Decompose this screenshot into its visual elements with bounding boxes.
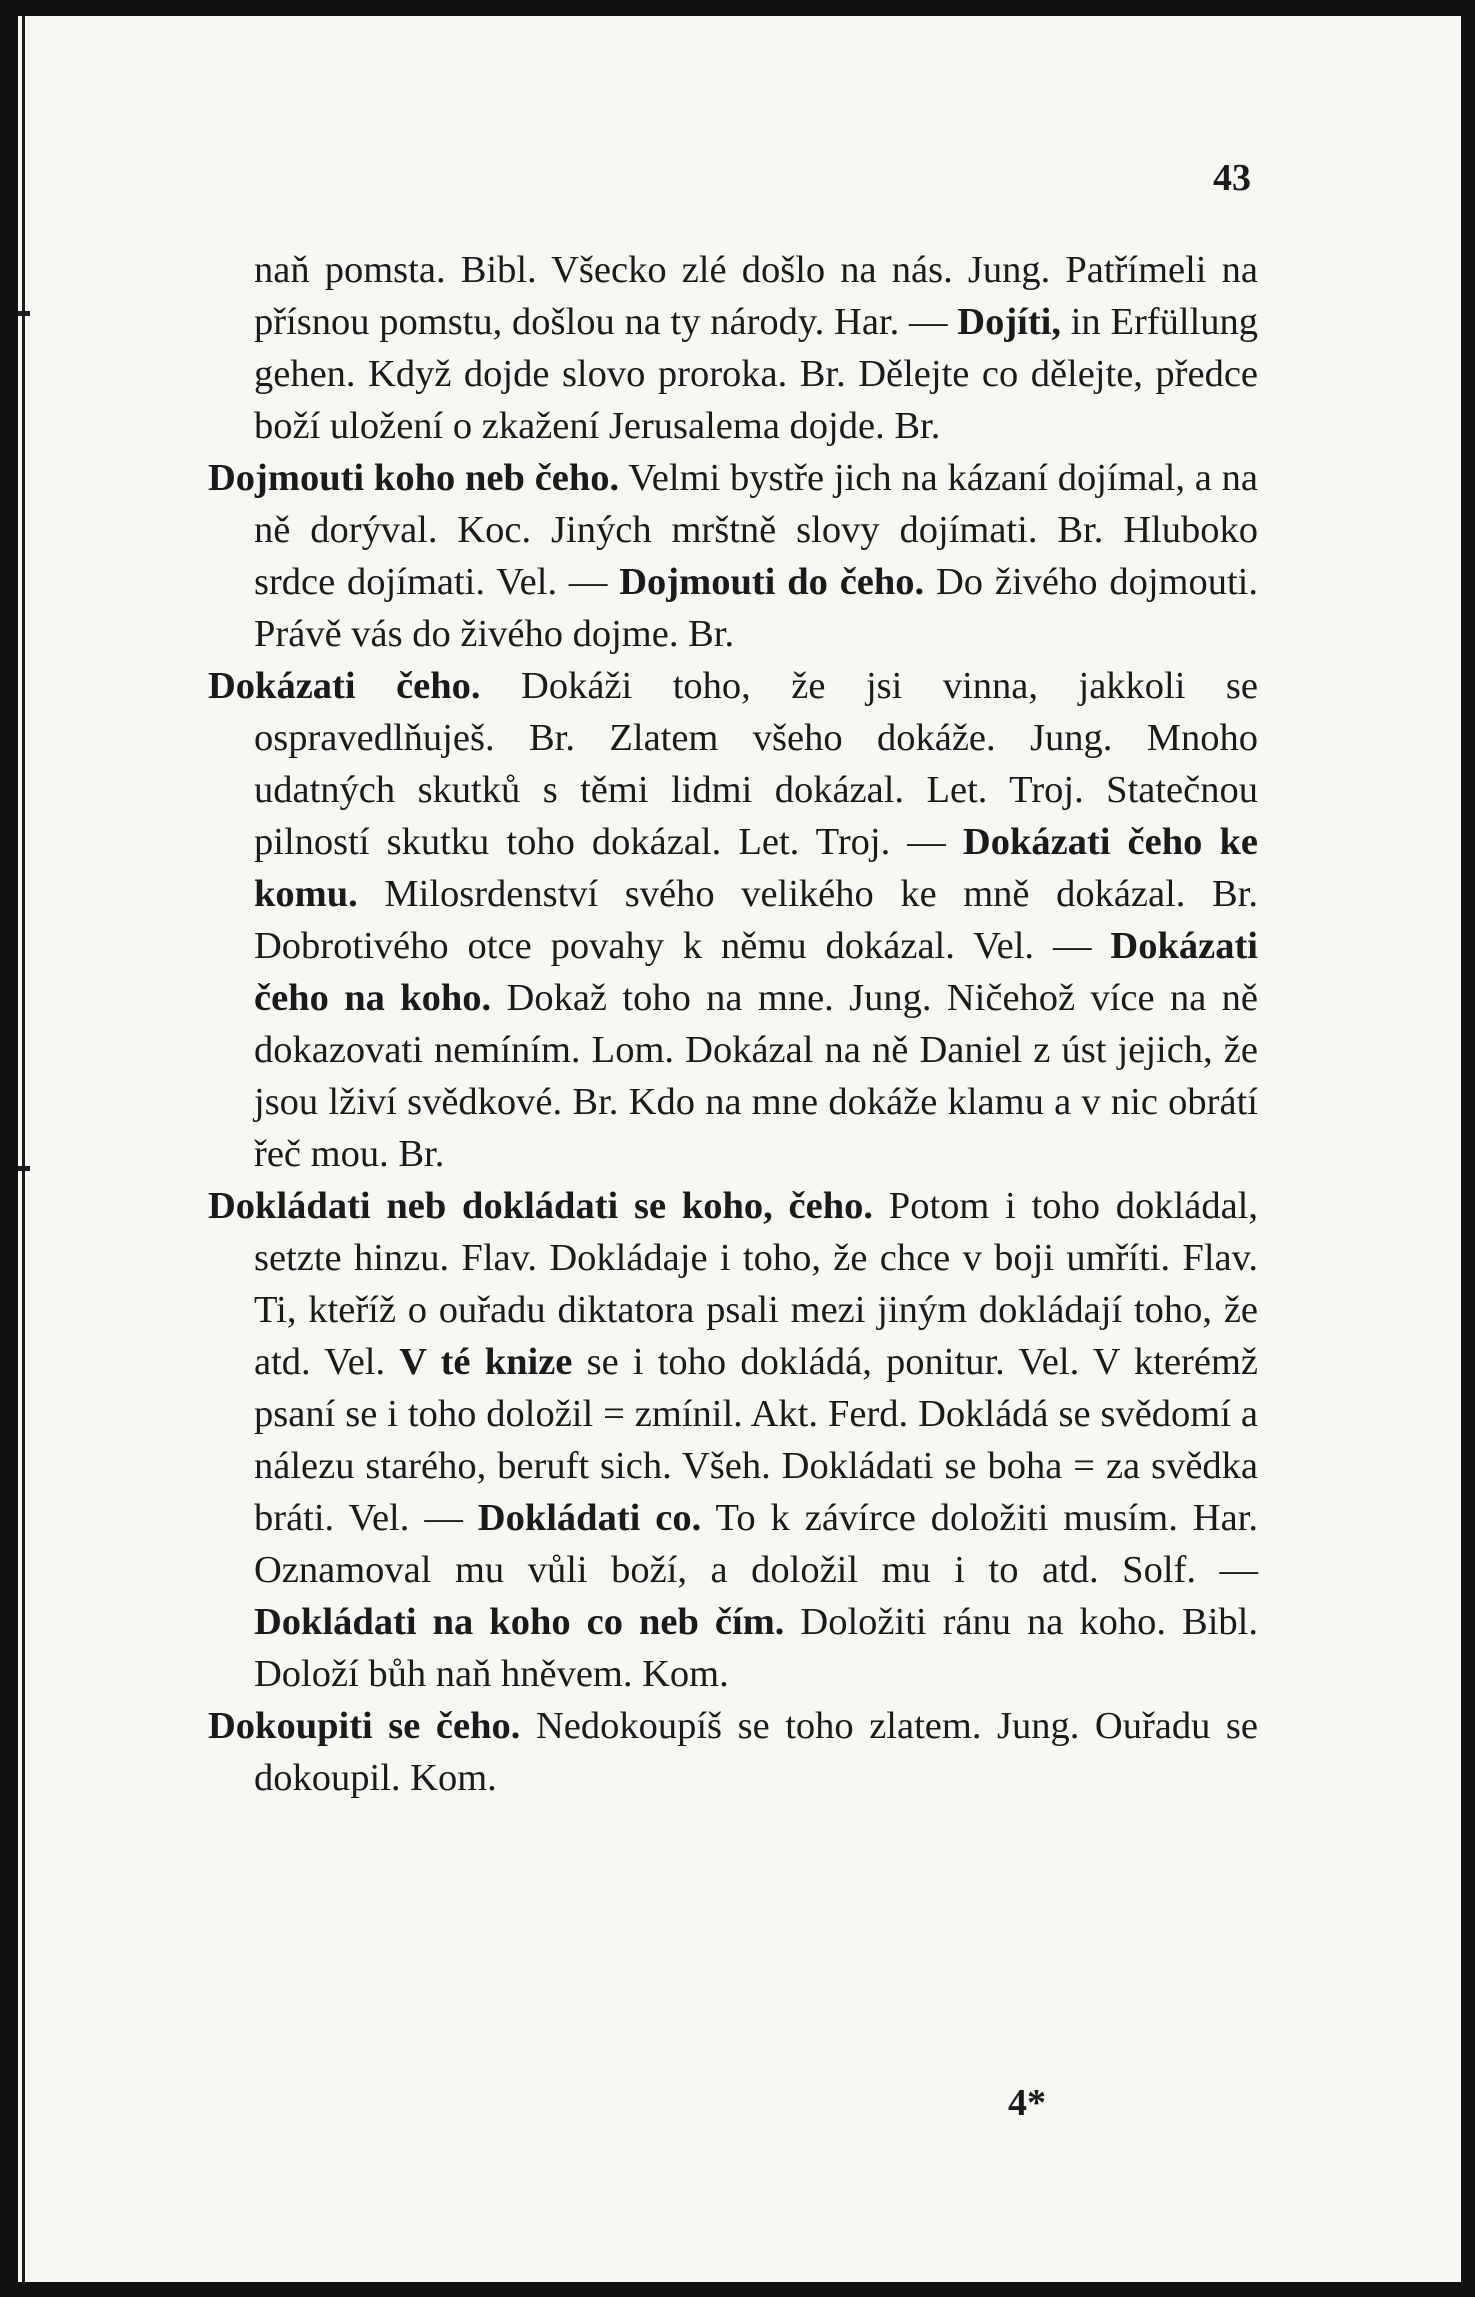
- text-run: in Erfüllung gehen. Když dojde slovo proroka. Br. Dělejte co dělejte, předce boží uložení o zkažení Jerusalema dojde. Br.: [254, 301, 1258, 447]
- entry-dokoupiti: [208, 1700, 1258, 1804]
- book-page: [18, 16, 1461, 2282]
- headword: Dojíti,: [957, 301, 1061, 343]
- entry-dokazati: [208, 660, 1258, 1180]
- paragraph-continuation: [208, 244, 1258, 452]
- text-run: To k závírce doložiti musím. Har. Oznamoval mu vůli boží, a doložil mu i to atd. Solf. —: [254, 1497, 1258, 1591]
- text-run: Dokáži toho, že jsi vinna, jakkoli se ospravedlňuješ. Br. Zlatem všeho dokáže. Jung. Mnoho udatných skutků s těmi lidmi dokázal. Let. Troj. Statečnou pilností skutku toho dokázal. Let. Troj. —: [254, 665, 1258, 863]
- signature-mark: 4*: [1008, 2082, 1046, 2124]
- headword: Dokládati neb dokládati se koho, čeho.: [208, 1185, 874, 1227]
- binding-edge-mark: [18, 1166, 30, 1171]
- text-run: Dokaž toho na mne. Jung. Ničehož více na ně dokazovati nemíním. Lom. Dokázal na ně Daniel z úst jejich, že jsou lživí svědkové. Br. Kdo na mne dokáže klamu a v nic obrátí řeč mou. Br.: [254, 977, 1258, 1175]
- page-number: 43: [1213, 157, 1251, 199]
- text-run: naň pomsta. Bibl. Všecko zlé došlo na nás. Jung. Patřímeli na přísnou pomstu, došlou na ty národy. Har. —: [254, 249, 1258, 343]
- text-run: Nedokoupíš se toho zlatem. Jung. Ouřadu se dokoupil. Kom.: [254, 1705, 1258, 1799]
- headword: Dokládati co.: [477, 1497, 702, 1539]
- text-run: Velmi bystře jich na kázaní dojímal, a na ně dorýval. Koc. Jiných mrštně slovy dojímati. Br. Hluboko srdce dojímati. Vel. —: [254, 457, 1258, 603]
- dictionary-text-body: [208, 244, 1258, 1804]
- headword: Dokázati čeho.: [208, 665, 481, 707]
- headword: Dokázati čeho ke komu.: [254, 821, 1258, 915]
- binding-edge-mark: [18, 311, 30, 316]
- entry-dojmouti: [208, 452, 1258, 660]
- text-run: Do živého dojmouti. Právě vás do živého dojme. Br.: [254, 561, 1258, 655]
- headword: Dokázati čeho na koho.: [254, 925, 1258, 1019]
- headword: Dokládati na koho co neb čím.: [254, 1601, 785, 1643]
- text-run: Milosrdenství svého velikého ke mně dokázal. Br. Dobrotivého otce povahy k němu dokázal. Vel. —: [254, 873, 1258, 967]
- headword: Dojmouti koho neb čeho.: [208, 457, 620, 499]
- entry-dokladati: [208, 1180, 1258, 1700]
- text-run: se i toho dokládá, ponitur. Vel. V kterémž psaní se i toho doložil = zmínil. Akt. Ferd. Dokládá se svědomí a nálezu starého, beruft sich. Všeh. Dokládati se boha = za svědka bráti. Vel. —: [254, 1341, 1258, 1539]
- headword: Dojmouti do čeho.: [619, 561, 925, 603]
- headword: V té knize: [399, 1341, 573, 1383]
- binding-edge-line: [22, 16, 25, 2282]
- text-run: Doložiti ránu na koho. Bibl. Doloží bůh naň hněvem. Kom.: [254, 1601, 1258, 1695]
- text-run: Potom i toho dokládal, setzte hinzu. Flav. Dokládaje i toho, že chce v boji umříti. Flav. Ti, kteříž o ouřadu diktatora psali mezi jiným dokládají toho, že atd. Vel.: [254, 1185, 1258, 1383]
- headword: Dokoupiti se čeho.: [208, 1705, 521, 1747]
